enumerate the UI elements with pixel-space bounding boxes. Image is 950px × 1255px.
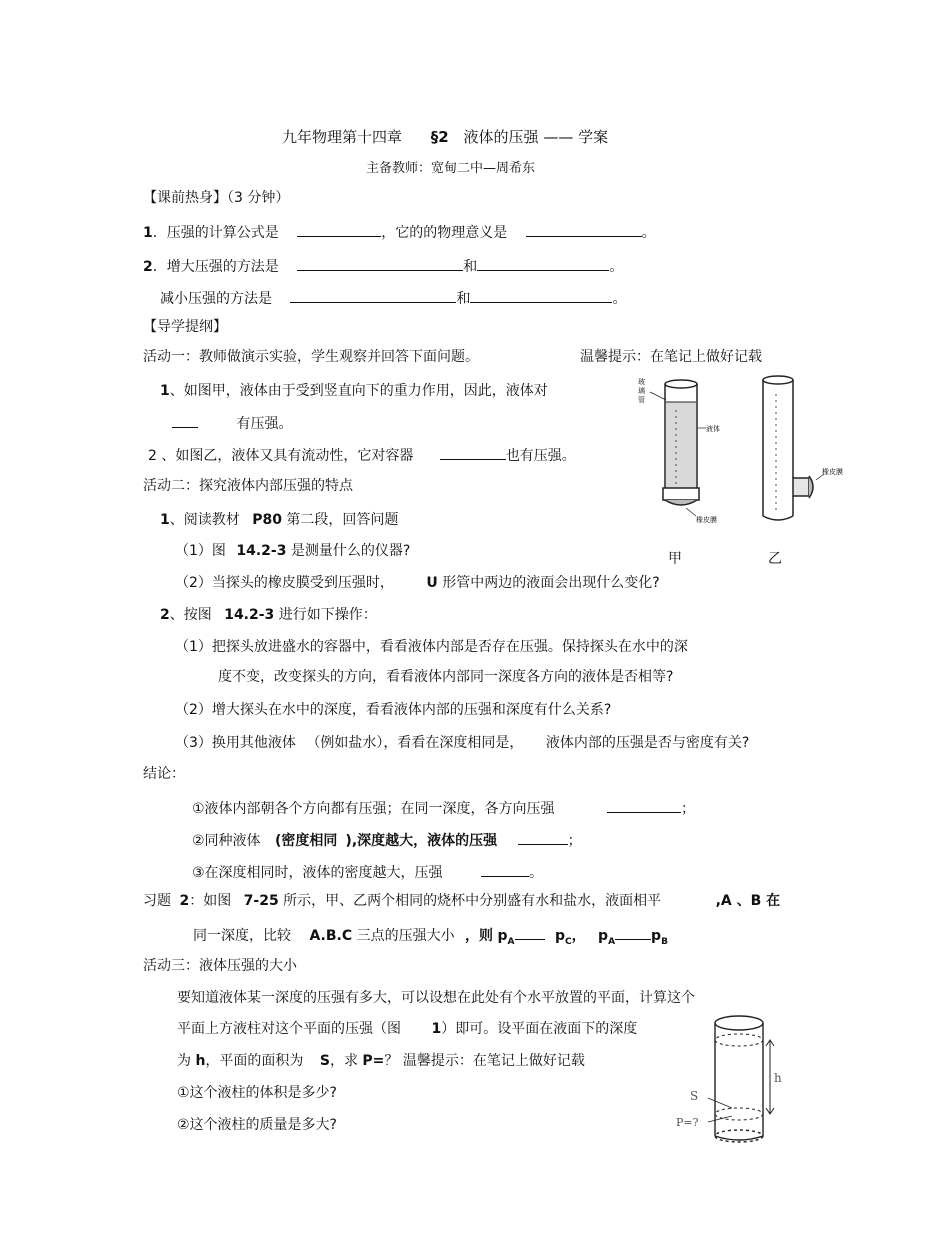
teacher-line: 主备教师：宽甸二中—周希东 xyxy=(366,161,536,176)
a3-line3: 为 h，平面的面积为 S，求 P=？ 温馨提示：在笔记上做好记载 xyxy=(177,1053,585,1069)
warmup-q3: 减小压强的方法是 和 。 xyxy=(160,288,626,308)
a3-line2: 平面上方液柱对这个平面的压强（图 1）即可。设平面在液面下的深度 xyxy=(177,1021,638,1037)
a2-1-1: （1）图 14.2-3 是测量什么的仪器? xyxy=(175,543,411,559)
figure-label-jia: 甲 xyxy=(668,551,682,567)
op2: （2）增大探头在水中的深度，看看液体内部的压强和深度有什么关系? xyxy=(175,702,612,718)
a1-q1-cont: 有压强。 xyxy=(172,413,292,433)
op1-line2: 度不变，改变探头的方向，看看液体内部同一深度各方向的液体是否相等? xyxy=(218,669,674,685)
blank-pa-pc[interactable] xyxy=(515,925,545,940)
page-title xyxy=(282,128,608,146)
tube-figure xyxy=(636,370,846,570)
column-h-label: h xyxy=(774,1071,782,1085)
blank-a1-q1[interactable] xyxy=(172,413,198,428)
tube-jia-label-3: 管 xyxy=(638,396,645,404)
warmup-q1: 1．压强的计算公式是 ，它的的物理意义是 。 xyxy=(143,222,656,242)
tube-jia-label-2: 璃 xyxy=(638,387,645,395)
tube-jia xyxy=(663,380,699,505)
a1-q2: 2 、如图乙，液体又具有流动性，它对容器 也有压强。 xyxy=(148,445,576,465)
blank-q2-b[interactable] xyxy=(477,256,609,271)
a1-q1: 1、如图甲，液体由于受到竖直向下的重力作用，因此，液体对 xyxy=(160,383,548,399)
a3-q1: ①这个液柱的体积是多少? xyxy=(177,1085,337,1101)
blank-c3[interactable] xyxy=(481,862,529,877)
title-section: §2 xyxy=(430,128,449,146)
a3-q2: ②这个液柱的质量是多大? xyxy=(177,1117,337,1133)
figure-label-yi: 乙 xyxy=(768,551,782,567)
exercise-2-line2: 同一深度，比较 A.B.C 三点的压强大小 ，则 $p_A$ $p_C$， $p_A$ $p_B$ xyxy=(193,925,668,951)
exercise-2: 习题 2：如图 7-25 所示，甲、乙两个相同的烧杯中分别盛有水和盐水，液面相平 ,A 、B 在 xyxy=(143,893,781,909)
blank-q3-a[interactable] xyxy=(290,288,456,303)
activity2-heading: 活动二：探究液体内部压强的特点 xyxy=(143,478,353,494)
a3-line1: 要知道液体某一深度的压强有多大，可以设想在此处有个水平放置的平面，计算这个 xyxy=(177,990,695,1006)
blank-q2-a[interactable] xyxy=(297,256,463,271)
title-chapter: 九年物理第十四章 xyxy=(282,128,403,146)
tube-yi-membrane-label: 橡皮膜 xyxy=(822,468,843,476)
tube-jia-label-1: 玻 xyxy=(638,378,645,386)
op1-line1: （1）把探头放进盛水的容器中，看看液体内部是否存在压强。保持探头在水中的深 xyxy=(175,639,688,655)
title-suffix: —— 学案 xyxy=(543,128,609,146)
conclusion-1: ①液体内部朝各个方向都有压强；在同一深度，各方向压强 ； xyxy=(192,798,695,818)
warmup-heading: 【课前热身】（3 分钟） xyxy=(143,190,290,206)
tube-yi xyxy=(763,376,813,520)
tip-text: 温馨提示：在笔记上做好记载 xyxy=(580,349,762,365)
blank-c1[interactable] xyxy=(607,798,681,813)
conclusion-heading: 结论： xyxy=(143,766,185,782)
column-p-label: P=? xyxy=(676,1116,699,1129)
blank-a1-q2[interactable] xyxy=(440,445,506,460)
a2-1-2: （2）当探头的橡皮膜受到压强时， U 形管中两边的液面会出现什么变化? xyxy=(175,575,660,591)
a2-1: 1、阅读教材 P80 第二段，回答问题 xyxy=(160,512,399,528)
tube-jia-membrane-label: 橡皮膜 xyxy=(696,516,717,524)
blank-c2[interactable] xyxy=(518,830,568,845)
op3: （3）换用其他液体 （例如盐水），看看在深度相同是， 液体内部的压强是否与密度有关? xyxy=(175,735,750,751)
tube-jia-liquid-label: 液体 xyxy=(706,425,720,433)
activity3-heading: 活动三：液体压强的大小 xyxy=(143,958,297,974)
title-topic: 液体的压强 xyxy=(463,128,539,146)
activity1-heading: 活动一：教师做演示实验，学生观察并回答下面问题。 xyxy=(143,349,479,365)
guide-heading: 【导学提纲】 xyxy=(143,319,227,335)
blank-q3-b[interactable] xyxy=(470,288,612,303)
warmup-q2: 2．增大压强的方法是 和 。 xyxy=(143,256,623,276)
conclusion-3: ③在深度相同时，液体的密度越大，压强 。 xyxy=(192,862,543,882)
liquid-column-figure xyxy=(672,1008,792,1148)
column-s-label: S xyxy=(690,1089,699,1103)
blank-q1-meaning[interactable] xyxy=(526,222,642,237)
blank-pa-pb[interactable] xyxy=(615,925,651,940)
conclusion-2: ②同种液体 (密度相同 ),深度越大，液体的压强 ； xyxy=(192,830,582,850)
blank-q1-formula[interactable] xyxy=(297,222,381,237)
a2-2: 2、按图 14.2-3 进行如下操作： xyxy=(160,607,377,623)
